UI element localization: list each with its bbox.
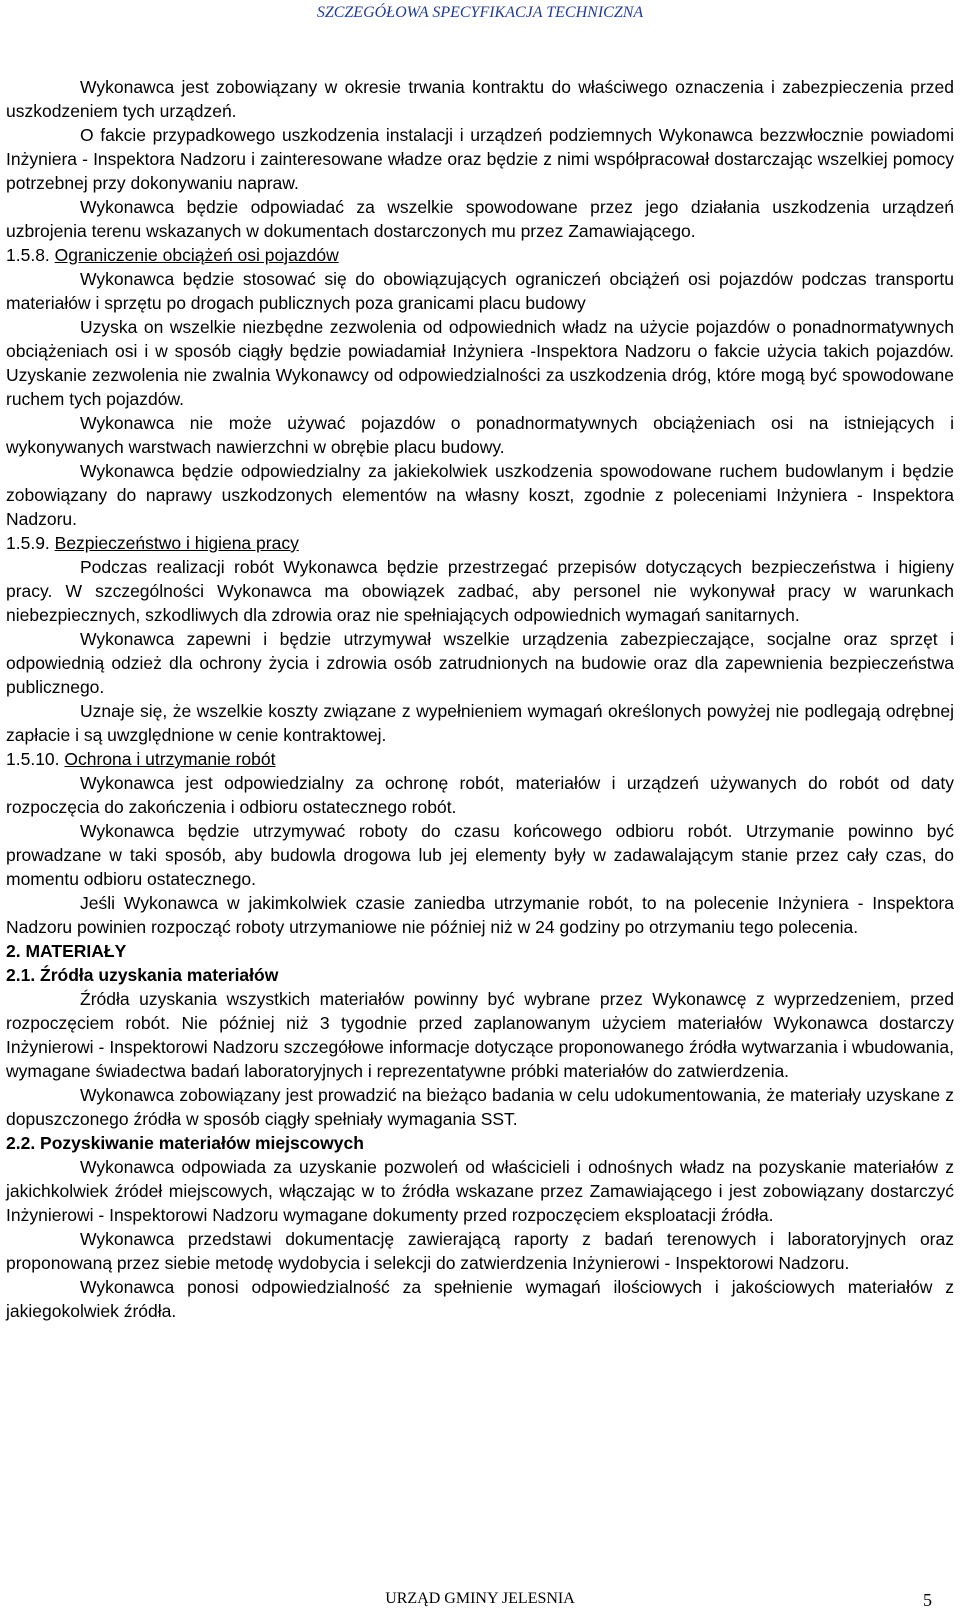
- paragraph: Wykonawca nie może używać pojazdów o ponadnormatywnych obciążeniach osi na istniejących i wykonywanych warstwach nawierzchni w obrębie placu budowy.: [6, 413, 954, 457]
- paragraph: Wykonawca przedstawi dokumentację zawierającą raporty z badań terenowych i laboratoryjnych oraz proponowaną przez siebie metodę wydobycia i selekcji do zatwierdzenia Inżynierowi - Inspektorowi Nadzoru.: [6, 1229, 954, 1273]
- section-heading-1-5-8: [6, 243, 954, 267]
- subsection-heading: 2.1. Źródła uzyskania materiałów: [6, 965, 279, 985]
- section-heading-1-5-9: [6, 531, 954, 555]
- running-header: SZCZEGÓŁOWA SPECYFIKACJA TECHNICZNA: [316, 4, 644, 21]
- section-number: 1.5.10.: [6, 749, 65, 769]
- page-number: 5: [923, 1590, 932, 1610]
- chapter-heading: 2. MATERIAŁY: [6, 941, 127, 961]
- paragraph: Wykonawca ponosi odpowiedzialność za spełnienie wymagań ilościowych i jakościowych materiałów z jakiegokolwiek źródła.: [6, 1277, 954, 1321]
- footer-organization: URZĄD GMINY JELESNIA: [385, 1590, 575, 1607]
- paragraph: Uzyska on wszelkie niezbędne zezwolenia od odpowiednich władz na użycie pojazdów o ponadnormatywnych obciążeniach osi i w sposób ciągły będzie powiadamiał Inżyniera -Inspektora Nadzoru o fakcie użycia takich pojazdów. Uzyskanie zezwolenia nie zwalnia Wykonawcy od odpowiedzialności za uszkodzenia dróg, które mogą być spowodowane ruchem tych pojazdów.: [6, 317, 954, 409]
- paragraph: Wykonawca odpowiada za uzyskanie pozwoleń od właścicieli i odnośnych władz na pozyskanie materiałów z jakichkolwiek źródeł miejscowych, włączając w to źródła wskazane przez Zamawiającego i jest zobowiązany dostarczyć Inżynierowi - Inspektorowi Nadzoru wymagane dokumenty przed rozpoczęciem eksploatacji źródła.: [6, 1157, 954, 1225]
- section-number: 1.5.8.: [6, 245, 55, 265]
- section-number: 1.5.9.: [6, 533, 55, 553]
- section-title: Ograniczenie obciążeń osi pojazdów: [54, 245, 339, 265]
- paragraph: Wykonawca zobowiązany jest prowadzić na bieżąco badania w celu udokumentowania, że materiały uzyskane z dopuszczonego źródła w sposób ciągły spełniały wymagania SST.: [6, 1085, 954, 1129]
- section-title: Bezpieczeństwo i higiena pracy: [54, 533, 299, 553]
- paragraph: Wykonawca będzie odpowiadać za wszelkie spowodowane przez jego działania uszkodzenia urządzeń uzbrojenia terenu wskazanych w dokumentach dostarczonych mu przez Zamawiającego.: [6, 197, 954, 241]
- paragraph: Wykonawca zapewni i będzie utrzymywał wszelkie urządzenia zabezpieczające, socjalne oraz sprzęt i odpowiednią odzież dla ochrony życia i zdrowia osób zatrudnionych na budowie oraz dla zapewnienia bezpieczeństwa publicznego.: [6, 629, 954, 697]
- paragraph: Wykonawca jest zobowiązany w okresie trwania kontraktu do właściwego oznaczenia i zabezpieczenia przed uszkodzeniem tych urządzeń.: [6, 77, 954, 121]
- paragraph: Wykonawca będzie odpowiedzialny za jakiekolwiek uszkodzenia spowodowane ruchem budowlanym i będzie zobowiązany do naprawy uszkodzonych elementów na własny koszt, zgodnie z poleceniami Inżyniera - Inspektora Nadzoru.: [6, 461, 954, 529]
- paragraph: O fakcie przypadkowego uszkodzenia instalacji i urządzeń podziemnych Wykonawca bezzwłocznie powiadomi Inżyniera - Inspektora Nadzoru i zainteresowane władze oraz będzie z nimi współpracował dostarczając wszelkiej pomocy potrzebnej przy dokonywaniu napraw.: [6, 125, 954, 193]
- document-body: [6, 75, 954, 1323]
- subsection-heading: 2.2. Pozyskiwanie materiałów miejscowych: [6, 1133, 364, 1153]
- section-heading-1-5-10: [6, 747, 954, 771]
- paragraph: Jeśli Wykonawca w jakimkolwiek czasie zaniedba utrzymanie robót, to na polecenie Inżyniera - Inspektora Nadzoru powinien rozpocząć roboty utrzymaniowe nie później niż w 24 godziny po otrzymaniu tego polecenia.: [6, 893, 954, 937]
- paragraph: Uznaje się, że wszelkie koszty związane z wypełnieniem wymagań określonych powyżej nie podlegają odrębnej zapłacie i są uwzględnione w cenie kontraktowej.: [6, 701, 954, 745]
- paragraph: Podczas realizacji robót Wykonawca będzie przestrzegać przepisów dotyczących bezpieczeństwa i higieny pracy. W szczególności Wykonawca ma obowiązek zadbać, aby personel nie wykonywał pracy w warunkach niebezpiecznych, szkodliwych dla zdrowia oraz nie spełniających odpowiednich wymagań sanitarnych.: [6, 557, 954, 625]
- paragraph: Źródła uzyskania wszystkich materiałów powinny być wybrane przez Wykonawcę z wyprzedzeniem, przed rozpoczęciem robót. Nie później niż 3 tygodnie przed zaplanowanym użyciem materiałów Wykonawca dostarczy Inżynierowi - Inspektorowi Nadzoru szczegółowe informacje dotyczące proponowanego źródła wytwarzania i wbudowania, wymagane świadectwa badań laboratoryjnych i reprezentatywne próbki materiałów do zatwierdzenia.: [6, 989, 954, 1081]
- section-title: Ochrona i utrzymanie robót: [64, 749, 276, 769]
- paragraph: Wykonawca będzie stosować się do obowiązujących ograniczeń obciążeń osi pojazdów podczas transportu materiałów i sprzętu po drogach publicznych poza granicami placu budowy: [6, 269, 954, 313]
- paragraph: Wykonawca jest odpowiedzialny za ochronę robót, materiałów i urządzeń używanych do robót od daty rozpoczęcia do zakończenia i odbioru ostatecznego robót.: [6, 773, 954, 817]
- paragraph: Wykonawca będzie utrzymywać roboty do czasu końcowego odbioru robót. Utrzymanie powinno być prowadzane w taki sposób, aby budowla drogowa lub jej elementy były w zadawalającym stanie przez cały czas, do momentu odbioru ostatecznego.: [6, 821, 954, 889]
